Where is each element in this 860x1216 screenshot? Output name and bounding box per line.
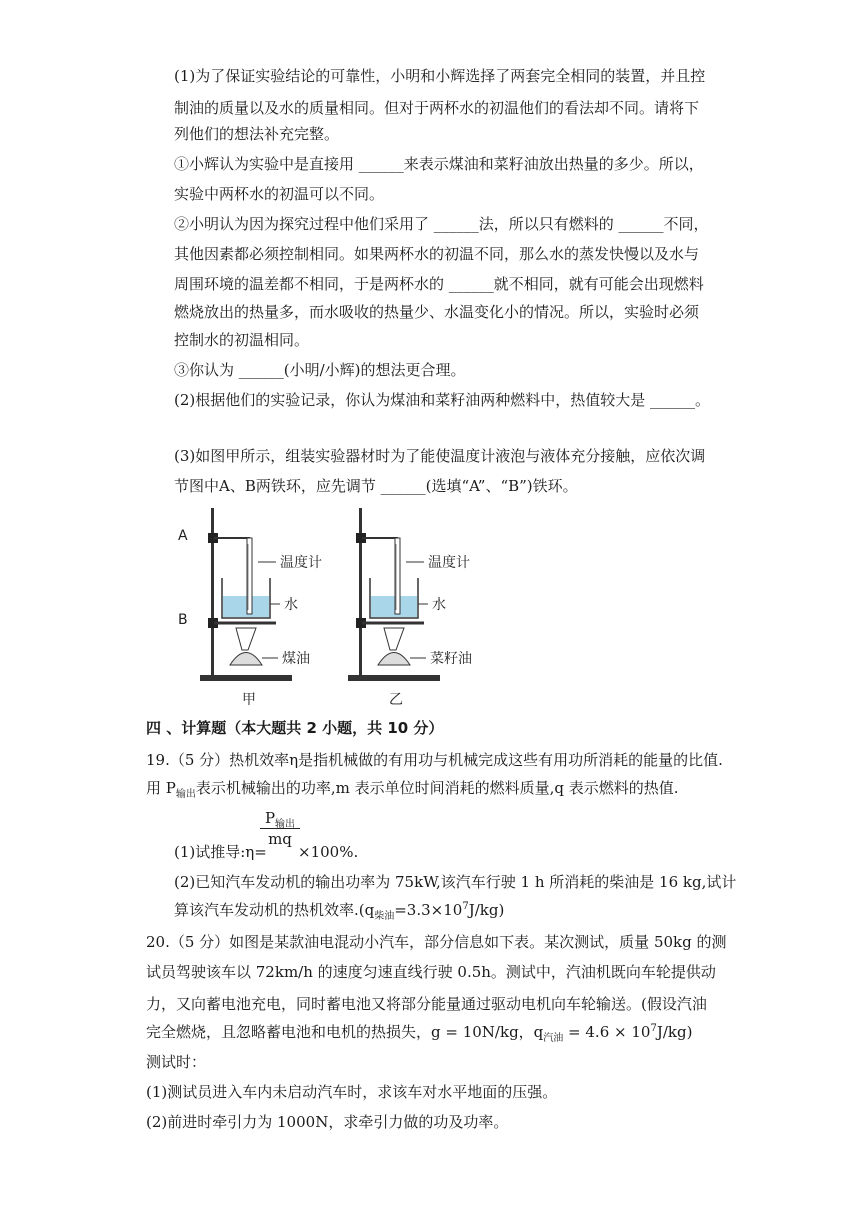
q20-sub2: (2)前进时牵引力为 1000N，求牵引力做的功及功率。 xyxy=(146,1113,509,1131)
experiment-figure xyxy=(170,500,490,712)
q20-line2: 试员驾驶该车以 72km/h 的速度匀速直线行驶 0.5h。测试中，汽油机既向车轮提供动 xyxy=(146,963,716,981)
q18-p1-line1: (1)为了保证实验结论的可靠性，小明和小辉选择了两套完全相同的装置，并且控 xyxy=(174,67,706,85)
q20-line1: 20.（5 分）如图是某款油电混动小汽车，部分信息如下表。某次测试，质量 50kg 的测 xyxy=(146,933,727,951)
q19-sub1-prefix: (1)试推导:η= xyxy=(174,843,267,861)
q19-line2: 用 $P_{输出}$表示机械输出的功率,m 表示单位时间消耗的燃料质量,q 表示燃料的热值. xyxy=(146,779,679,800)
fuel-label-right: 菜籽油 xyxy=(430,651,472,667)
q18-p6-line2: 节图中A、B两铁环，应先调节 ______(选填“A”、“B”)铁环。 xyxy=(174,477,578,495)
fuel-label-left: 煤油 xyxy=(282,651,310,667)
water-label-right: 水 xyxy=(432,597,446,613)
q20-line3: 力，又向蓄电池充电，同时蓄电池又将部分能量通过驱动电机向车轮输送。(假设汽油 xyxy=(146,995,707,1013)
q20-test-label: 测试时： xyxy=(146,1053,207,1071)
ring-a-label: A xyxy=(178,528,188,544)
q18-p1-line2: 制油的质量以及水的质量相同。但对于两杯水的初温他们的看法却不同。请将下 xyxy=(174,99,700,117)
caption-right: 乙 xyxy=(389,692,403,708)
q18-p6-line1: (3)如图甲所示，组装实验器材时为了能使温度计液泡与液体充分接触，应依次调 xyxy=(174,447,706,465)
q19-sub1-suffix: ×100%. xyxy=(298,843,359,861)
q19-sub2-line1: (2)已知汽车发动机的输出功率为 75kW,该汽车行驶 1 h 所消耗的柴油是 16 kg,试计 xyxy=(174,873,737,891)
q20-sub1: (1)测试员进入车内未启动汽车时，求该车对水平地面的压强。 xyxy=(146,1083,558,1101)
efficiency-fraction: $P_{输出}$ mq xyxy=(260,810,300,847)
water-label-left: 水 xyxy=(284,597,298,613)
q18-p3-line3: 周围环境的温差都不相同，于是两杯水的 ______就不相同，就有可能会出现燃料 xyxy=(174,275,704,293)
q18-p3-line5: 控制水的初温相同。 xyxy=(174,331,310,349)
thermometer-label-left: 温度计 xyxy=(280,555,322,571)
q18-p3-line4: 燃烧放出的热量多，而水吸收的热量少、水温变化小的情况。所以，实验时必须 xyxy=(174,303,700,321)
q18-p3-line2: 其他因素都必须控制相同。如果两杯水的初温不同，那么水的蒸发快慢以及水与 xyxy=(174,245,700,263)
section-heading: 四 、计算题（本大题共 2 小题，共 10 分） xyxy=(146,719,444,737)
q19-sub2-line2: 算该汽车发动机的热机效率$.(q_{柴油}=3.3\times 10^7J/kg)$ xyxy=(174,901,505,922)
q18-p2-line2: 实验中两杯水的初温可以不同。 xyxy=(174,185,385,203)
thermometer-label-right: 温度计 xyxy=(428,555,470,571)
q18-p3-line1: ②小明认为因为探究过程中他们采用了 ______法，所以只有燃料的 ______不同， xyxy=(174,215,709,233)
q18-p2-line1: ①小辉认为实验中是直接用 ______来表示煤油和菜籽油放出热量的多少。所以， xyxy=(174,155,704,173)
q18-p4: ③你认为 ______(小明/小辉)的想法更合理。 xyxy=(174,361,466,379)
ring-b-label: B xyxy=(178,612,188,628)
q20-line4: 完全燃烧，且忽略蓄电池和电机的热损失，g = 10N/kg，$q_{汽油} = 4.6 \times 10^7J/kg$) xyxy=(146,1023,693,1044)
q18-p1-line3: 列他们的想法补充完整。 xyxy=(174,125,340,143)
apparatus-right xyxy=(348,508,440,681)
apparatus-left xyxy=(200,508,292,681)
q19-line1: 19.（5 分）热机效率η是指机械做的有用功与机械完成这些有用功所消耗的能量的比值. xyxy=(146,751,723,769)
caption-left: 甲 xyxy=(242,692,256,708)
q18-p5: (2)根据他们的实验记录，你认为煤油和菜籽油两种燃料中，热值较大是 ______。 xyxy=(174,391,711,409)
